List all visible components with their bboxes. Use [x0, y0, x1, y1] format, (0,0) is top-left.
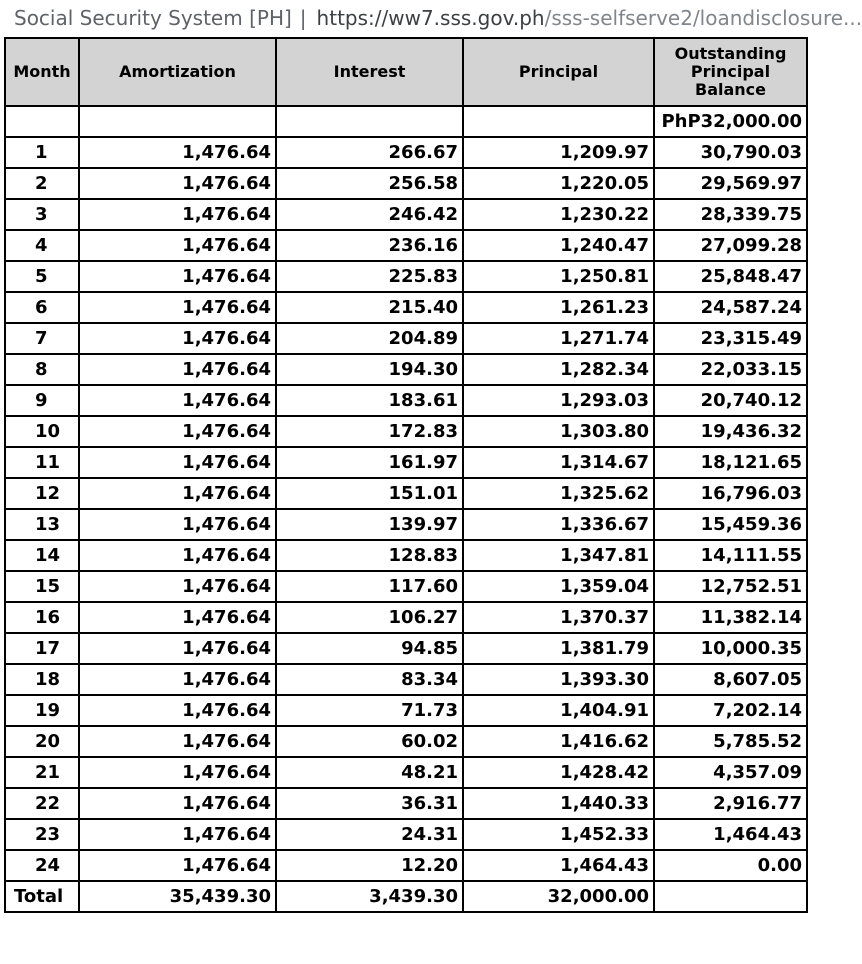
balance-cell: 27,099.28 — [654, 230, 807, 261]
amortization-cell: 1,476.64 — [79, 540, 276, 571]
principal-cell: 1,452.33 — [463, 819, 654, 850]
table-header-row — [5, 38, 807, 106]
principal-cell: 1,240.47 — [463, 230, 654, 261]
month-cell: 3 — [5, 199, 79, 230]
balance-cell: 24,587.24 — [654, 292, 807, 323]
table-cell — [79, 106, 276, 137]
month-cell: 7 — [5, 323, 79, 354]
month-cell: 10 — [5, 416, 79, 447]
table-row — [5, 168, 807, 199]
interest-cell: 83.34 — [276, 664, 463, 695]
balance-cell: 8,607.05 — [654, 664, 807, 695]
amortization-cell: 1,476.64 — [79, 695, 276, 726]
table-row — [5, 633, 807, 664]
interest-cell: 71.73 — [276, 695, 463, 726]
balance-cell: 19,436.32 — [654, 416, 807, 447]
principal-cell: 1,347.81 — [463, 540, 654, 571]
interest-cell: 12.20 — [276, 850, 463, 881]
principal-cell: 1,303.80 — [463, 416, 654, 447]
amortization-cell: 1,476.64 — [79, 230, 276, 261]
table-row — [5, 261, 807, 292]
amortization-cell: 1,476.64 — [79, 819, 276, 850]
table-row — [5, 354, 807, 385]
interest-cell: 183.61 — [276, 385, 463, 416]
amortization-cell: 1,476.64 — [79, 168, 276, 199]
month-cell: 14 — [5, 540, 79, 571]
interest-cell: 246.42 — [276, 199, 463, 230]
table-row — [5, 447, 807, 478]
interest-cell: 151.01 — [276, 478, 463, 509]
total-row — [5, 881, 807, 912]
loan-amortization-table — [4, 37, 808, 913]
interest-cell: 139.97 — [276, 509, 463, 540]
month-cell: 11 — [5, 447, 79, 478]
amortization-cell: 1,476.64 — [79, 323, 276, 354]
interest-cell: 117.60 — [276, 571, 463, 602]
principal-cell: 1,416.62 — [463, 726, 654, 757]
principal-cell: 1,314.67 — [463, 447, 654, 478]
balance-cell: 25,848.47 — [654, 261, 807, 292]
interest-cell: 256.58 — [276, 168, 463, 199]
principal-cell: 1,440.33 — [463, 788, 654, 819]
balance-cell: 11,382.14 — [654, 602, 807, 633]
month-cell: 21 — [5, 757, 79, 788]
balance-cell: 30,790.03 — [654, 137, 807, 168]
principal-cell: 1,404.91 — [463, 695, 654, 726]
total-principal: 32,000.00 — [463, 881, 654, 912]
amortization-cell: 1,476.64 — [79, 292, 276, 323]
principal-cell: 1,336.67 — [463, 509, 654, 540]
balance-cell: 18,121.65 — [654, 447, 807, 478]
table-row — [5, 385, 807, 416]
url-host: https://ww7.sss.gov.ph — [316, 6, 545, 30]
header-month: Month — [5, 38, 79, 106]
amortization-cell: 1,476.64 — [79, 385, 276, 416]
url-separator: | — [299, 6, 307, 30]
interest-cell: 215.40 — [276, 292, 463, 323]
month-cell: 13 — [5, 509, 79, 540]
table-row — [5, 602, 807, 633]
amortization-cell: 1,476.64 — [79, 633, 276, 664]
month-cell: 20 — [5, 726, 79, 757]
month-cell: 18 — [5, 664, 79, 695]
principal-cell: 1,230.22 — [463, 199, 654, 230]
amortization-cell: 1,476.64 — [79, 850, 276, 881]
balance-cell: 28,339.75 — [654, 199, 807, 230]
interest-cell: 48.21 — [276, 757, 463, 788]
amortization-cell: 1,476.64 — [79, 571, 276, 602]
interest-cell: 225.83 — [276, 261, 463, 292]
table-row — [5, 478, 807, 509]
table-row — [5, 664, 807, 695]
interest-cell: 94.85 — [276, 633, 463, 664]
amortization-cell: 1,476.64 — [79, 478, 276, 509]
opening-balance-row — [5, 106, 807, 137]
month-cell: 1 — [5, 137, 79, 168]
table-row — [5, 819, 807, 850]
principal-cell: 1,325.62 — [463, 478, 654, 509]
month-cell: 4 — [5, 230, 79, 261]
header-outstanding-balance: Outstanding Principal Balance — [654, 38, 807, 106]
principal-cell: 1,209.97 — [463, 137, 654, 168]
balance-cell: 22,033.15 — [654, 354, 807, 385]
balance-cell: 0.00 — [654, 850, 807, 881]
month-cell: 12 — [5, 478, 79, 509]
balance-cell: 12,752.51 — [654, 571, 807, 602]
url-path: /sss-selfserve2/loandisclosure... — [544, 6, 862, 30]
opening-balance: PhP32,000.00 — [654, 106, 807, 137]
total-amortization: 35,439.30 — [79, 881, 276, 912]
total-interest: 3,439.30 — [276, 881, 463, 912]
table-row — [5, 540, 807, 571]
balance-cell: 16,796.03 — [654, 478, 807, 509]
table-row — [5, 230, 807, 261]
interest-cell: 128.83 — [276, 540, 463, 571]
table-row — [5, 788, 807, 819]
table-row — [5, 292, 807, 323]
balance-cell: 14,111.55 — [654, 540, 807, 571]
table-cell — [5, 106, 79, 137]
principal-cell: 1,381.79 — [463, 633, 654, 664]
balance-cell: 29,569.97 — [654, 168, 807, 199]
interest-cell: 60.02 — [276, 726, 463, 757]
table-row — [5, 416, 807, 447]
browser-address-bar[interactable] — [0, 0, 862, 36]
header-principal: Principal — [463, 38, 654, 106]
month-cell: 9 — [5, 385, 79, 416]
table-row — [5, 571, 807, 602]
month-cell: 6 — [5, 292, 79, 323]
balance-cell: 7,202.14 — [654, 695, 807, 726]
interest-cell: 106.27 — [276, 602, 463, 633]
month-cell: 22 — [5, 788, 79, 819]
amortization-cell: 1,476.64 — [79, 199, 276, 230]
balance-cell: 2,916.77 — [654, 788, 807, 819]
table-cell — [276, 106, 463, 137]
principal-cell: 1,428.42 — [463, 757, 654, 788]
balance-cell: 1,464.43 — [654, 819, 807, 850]
table-row — [5, 509, 807, 540]
amortization-cell: 1,476.64 — [79, 602, 276, 633]
principal-cell: 1,261.23 — [463, 292, 654, 323]
principal-cell: 1,293.03 — [463, 385, 654, 416]
interest-cell: 266.67 — [276, 137, 463, 168]
month-cell: 17 — [5, 633, 79, 664]
principal-cell: 1,359.04 — [463, 571, 654, 602]
month-cell: 8 — [5, 354, 79, 385]
month-cell: 15 — [5, 571, 79, 602]
interest-cell: 236.16 — [276, 230, 463, 261]
month-cell: 16 — [5, 602, 79, 633]
amortization-cell: 1,476.64 — [79, 509, 276, 540]
principal-cell: 1,370.37 — [463, 602, 654, 633]
header-amortization: Amortization — [79, 38, 276, 106]
amortization-cell: 1,476.64 — [79, 757, 276, 788]
balance-cell: 23,315.49 — [654, 323, 807, 354]
principal-cell: 1,393.30 — [463, 664, 654, 695]
total-balance — [654, 881, 807, 912]
balance-cell: 5,785.52 — [654, 726, 807, 757]
interest-cell: 24.31 — [276, 819, 463, 850]
table-row — [5, 850, 807, 881]
amortization-cell: 1,476.64 — [79, 788, 276, 819]
amortization-cell: 1,476.64 — [79, 137, 276, 168]
table-row — [5, 323, 807, 354]
table-cell — [463, 106, 654, 137]
interest-cell: 194.30 — [276, 354, 463, 385]
month-cell: 5 — [5, 261, 79, 292]
month-cell: 2 — [5, 168, 79, 199]
site-title: Social Security System [PH] — [14, 6, 292, 30]
table-row — [5, 695, 807, 726]
table-row — [5, 726, 807, 757]
table-row — [5, 757, 807, 788]
balance-cell: 10,000.35 — [654, 633, 807, 664]
principal-cell: 1,464.43 — [463, 850, 654, 881]
amortization-cell: 1,476.64 — [79, 416, 276, 447]
interest-cell: 204.89 — [276, 323, 463, 354]
principal-cell: 1,271.74 — [463, 323, 654, 354]
total-label: Total — [5, 881, 79, 912]
interest-cell: 36.31 — [276, 788, 463, 819]
interest-cell: 172.83 — [276, 416, 463, 447]
balance-cell: 20,740.12 — [654, 385, 807, 416]
amortization-cell: 1,476.64 — [79, 664, 276, 695]
principal-cell: 1,250.81 — [463, 261, 654, 292]
table-row — [5, 137, 807, 168]
interest-cell: 161.97 — [276, 447, 463, 478]
table-row — [5, 199, 807, 230]
amortization-cell: 1,476.64 — [79, 354, 276, 385]
balance-cell: 15,459.36 — [654, 509, 807, 540]
amortization-cell: 1,476.64 — [79, 447, 276, 478]
principal-cell: 1,282.34 — [463, 354, 654, 385]
balance-cell: 4,357.09 — [654, 757, 807, 788]
principal-cell: 1,220.05 — [463, 168, 654, 199]
month-cell: 24 — [5, 850, 79, 881]
amortization-cell: 1,476.64 — [79, 726, 276, 757]
header-interest: Interest — [276, 38, 463, 106]
month-cell: 19 — [5, 695, 79, 726]
amortization-cell: 1,476.64 — [79, 261, 276, 292]
month-cell: 23 — [5, 819, 79, 850]
